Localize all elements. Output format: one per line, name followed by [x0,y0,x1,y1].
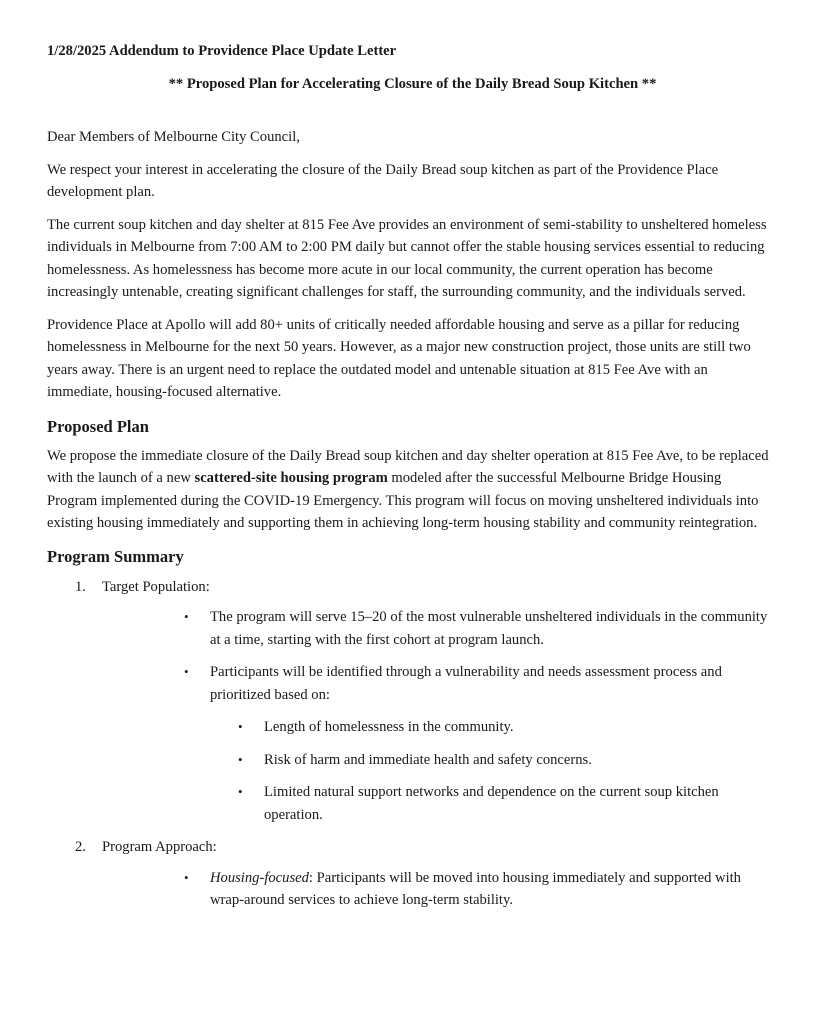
proposed-plan-heading: Proposed Plan [47,416,149,436]
bullet-text: The program will serve 15–20 of the most vulnerable unsheltered individuals in the community at a time, starting with the first cohort at program launch. [210,609,768,648]
bullet-icon: • [184,664,189,679]
list-item-target-population [47,576,772,827]
proposed-plan-paragraph [47,445,772,535]
bullet-icon: • [238,719,243,734]
sub-bullet-item [102,749,772,772]
document-title: 1/28/2025 Addendum to Providence Place Update Letter [47,43,397,59]
program-summary-heading: Program Summary [47,546,184,566]
list-item-label: Program Approach: [102,839,217,855]
list-number: 1. [75,578,86,595]
bullet-icon: • [184,609,189,624]
bullet-item [102,661,772,826]
bullet-icon: • [184,869,189,885]
proposed-plan-text-before: We propose the immediate closure of the Daily Bread soup kitchen and day shelter operation at 815 Fee Ave, to be replaced with the launch of a new [47,447,769,486]
salutation: Dear Members of Melbourne City Council, [47,129,300,145]
paragraph-providence-place: Providence Place at Apollo will add 80+ units of critically needed affordable housing and serve as a pillar for reducing homelessness in Melbourne for the next 50 years. However, as a major new construction project, those units are still two years away. There is an urgent need to replace the outdated model and untenable situation at 815 Fee Ave with an immediate, housing-focused alternative. [47,316,751,400]
bullet-icon: • [238,751,243,767]
bullet-item [102,867,772,912]
proposed-plan-bold-term: scattered-site housing program [194,470,388,486]
program-approach-bullets [102,867,772,912]
paragraph-current-situation: The current soup kitchen and day shelter at 815 Fee Ave provides an environment of semi-stability to unsheltered homeless individuals in Melbourne from 7:00 AM to 2:00 PM daily but cannot offer the stable housing services essential to reducing homelessness. As homelessness has become more acute in our local community, the current operation has become increasingly untenable, creating significant challenges for staff, the surrounding community, and the individuals served. [47,216,767,300]
program-summary-list [47,576,772,912]
sub-bullet-item [102,781,772,826]
bullet-text [210,870,741,909]
target-population-bullets [102,606,772,826]
bullet-italic-term: Housing-focused [210,869,309,886]
sub-bullet-text: Risk of harm and immediate health and safety concerns. [264,751,592,768]
prioritization-criteria-list [210,716,772,826]
bullet-item [102,606,772,651]
sub-bullet-item [102,716,772,739]
document-subtitle: ** Proposed Plan for Accelerating Closure of the Daily Bread Soup Kitchen ** [168,75,657,92]
list-number: 2. [75,839,86,855]
list-item-label: Target Population: [102,578,210,595]
bullet-icon: • [238,784,243,799]
paragraph-intro: We respect your interest in accelerating the closure of the Daily Bread soup kitchen as part of the Providence Place development plan. [47,161,719,200]
list-item-program-approach [47,836,772,912]
bullet-rest-text: : Participants will be moved into housing immediately and supported with wrap-around services to achieve long-term stability. [210,869,741,908]
sub-bullet-text: Limited natural support networks and dependence on the current soup kitchen operation. [264,784,719,823]
sub-bullet-text: Length of homelessness in the community. [264,719,514,735]
proposed-plan-text-after: modeled after the successful Melbourne Bridge Housing Program implemented during the COVID-19 Emergency. This program will focus on moving unsheltered individuals into existing housing immediately and supporting them in achieving long-term housing stability and community reintegration. [47,470,759,531]
bullet-text: Participants will be identified through a vulnerability and needs assessment process and prioritized based on: [210,664,722,703]
